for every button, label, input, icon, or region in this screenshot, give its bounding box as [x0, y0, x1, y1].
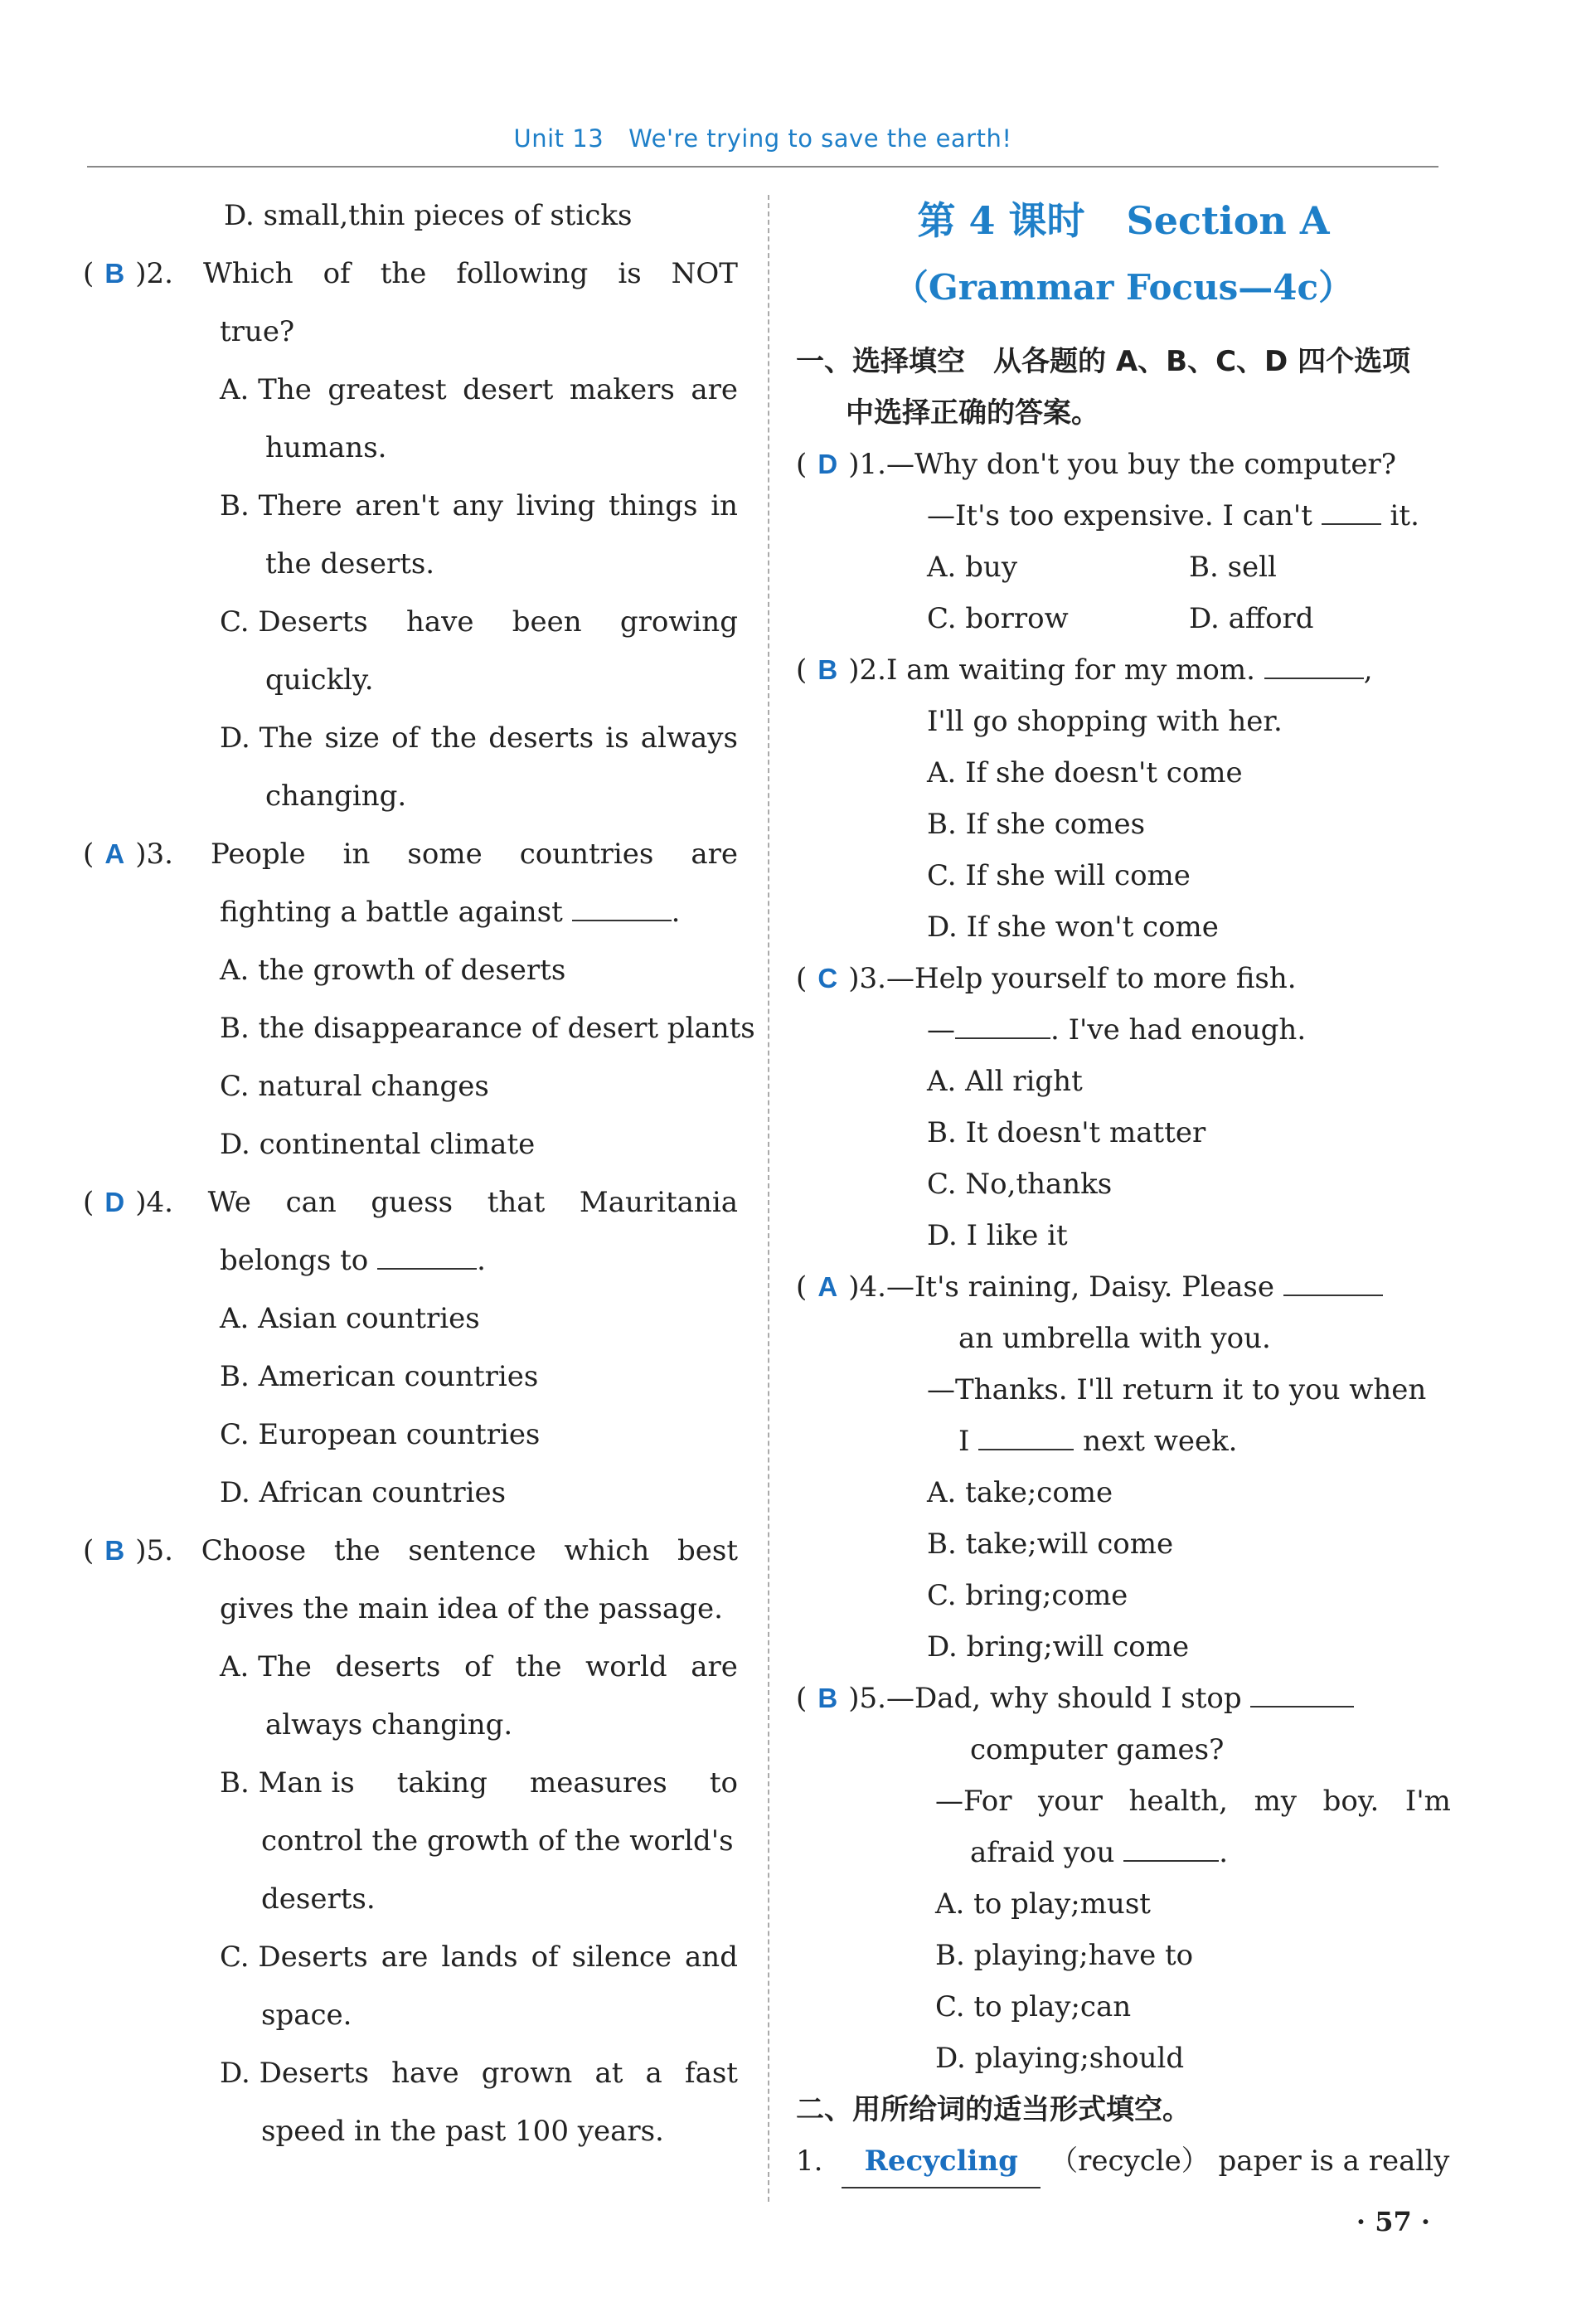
option-line: C. No,thanks — [927, 1168, 1113, 1201]
option-line-cont: space. — [261, 1999, 352, 2032]
fill-question-1: 1. Recycling （recycle） paper is a really — [796, 2135, 1451, 2187]
option-line: D. playing;should — [935, 2042, 1185, 2075]
right-column — [796, 187, 1451, 2187]
option-line: C. If she will come — [927, 859, 1191, 892]
option-line: A. Asian countries — [220, 1302, 480, 1335]
option-line: B. take;will come — [927, 1528, 1174, 1561]
answer-mark: A — [817, 1271, 838, 1302]
option-line: A. take;come — [927, 1476, 1113, 1509]
answer-mark: B — [104, 1535, 125, 1566]
question-2-stem: ( B )2. Which of the following is NOT — [83, 245, 738, 303]
r-question-4-line3: —Thanks. I'll return it to you when — [927, 1373, 1427, 1406]
section-1-heading: 一、选择填空 从各题的 A、B、C、D 四个选项 — [796, 345, 1411, 378]
option-line: C. natural changes — [220, 1070, 489, 1103]
page-number: · 57 · — [1356, 2206, 1430, 2237]
option-line: A. the growth of deserts — [220, 954, 566, 987]
answer-mark: B — [817, 654, 838, 685]
running-header — [87, 124, 1438, 153]
option-line: B. It doesn't matter — [927, 1116, 1206, 1149]
header-rule — [87, 166, 1438, 168]
option-line: D. African countries — [220, 1476, 507, 1509]
option-line-cont: the deserts. — [265, 547, 435, 580]
option-line: D. continental climate — [220, 1128, 536, 1161]
option-line: B. Man is taking measures to — [220, 1766, 738, 1800]
option-line: C. Deserts are lands of silence and — [220, 1941, 738, 1974]
option-line: C. Deserts have been growing — [220, 605, 738, 639]
option-line: D. bring;will come — [927, 1630, 1190, 1664]
r-question-1-line2: —It's too expensive. I can't it. — [927, 499, 1419, 532]
answer-mark: C — [817, 963, 838, 993]
option-line: A. If she doesn't come — [927, 756, 1243, 789]
lesson-subtitle: （Grammar Focus—4c） — [893, 267, 1354, 308]
r-question-5: ( B )5.—Dad, why should I stop — [796, 1673, 1451, 1724]
option-line: C. European countries — [220, 1418, 541, 1451]
option-line-cont: quickly. — [265, 663, 374, 697]
answer-mark: B — [104, 258, 125, 289]
option-line: B. There aren't any living things in — [220, 489, 738, 522]
option-line: D. I like it — [927, 1219, 1068, 1252]
option-line-cont: changing. — [265, 780, 407, 813]
option-line-cont: control the growth of the world's — [261, 1824, 734, 1858]
option-line-cont: always changing. — [265, 1708, 513, 1742]
option-line: D. small,thin pieces of sticks — [224, 199, 633, 232]
option-line-cont: humans. — [265, 431, 387, 464]
question-5-stem: ( B )5. Choose the sentence which best — [83, 1522, 738, 1580]
question-5-stem-cont: gives the main idea of the passage. — [220, 1592, 723, 1625]
answer-mark: A — [104, 838, 125, 869]
unit-label: Unit 13 — [513, 124, 604, 153]
column-divider — [768, 195, 769, 2202]
lesson-title: 第 4 课时 Section A — [917, 198, 1330, 243]
answer-mark: B — [817, 1683, 838, 1713]
option-line: D. The size of the deserts is always — [220, 721, 738, 755]
r-question-5-line3: —For your health, my boy. I'm — [935, 1785, 1451, 1818]
option-line: C. to play;can — [935, 1990, 1132, 2023]
r-question-3: ( C )3.—Help yourself to more fish. — [796, 953, 1451, 1004]
option-line-cont: speed in the past 100 years. — [261, 2115, 664, 2148]
option-line: B. If she comes — [927, 808, 1146, 841]
question-2-stem-cont: true? — [220, 315, 295, 348]
r-question-4: ( A )4.—It's raining, Daisy. Please — [796, 1261, 1451, 1313]
r-question-1: ( D )1.—Why don't you buy the computer? — [796, 439, 1451, 490]
option-line: A. to play;must — [935, 1887, 1151, 1921]
option-line: D. If she won't come — [927, 911, 1219, 944]
r-question-2-line2: I'll go shopping with her. — [927, 705, 1283, 738]
option-row: C. borrow D. afford — [927, 602, 1314, 635]
question-3-stem: ( A )3. People in some countries are — [83, 825, 738, 883]
answer-blank — [572, 895, 672, 921]
option-line: D. Deserts have grown at a fast — [220, 2057, 738, 2090]
question-4-stem: ( D )4. We can guess that Mauritania — [83, 1173, 738, 1231]
option-line: A. All right — [927, 1065, 1083, 1098]
r-question-5-line2: computer games? — [970, 1733, 1225, 1766]
answer-mark: D — [817, 449, 838, 479]
option-line: B. American countries — [220, 1360, 539, 1393]
fill-answer: Recycling — [842, 2135, 1041, 2188]
r-question-4-line4: I next week. — [958, 1425, 1238, 1458]
option-line-cont: deserts. — [261, 1882, 376, 1916]
option-line: A. The greatest desert makers are — [220, 373, 738, 406]
option-line: B. the disappearance of desert plants — [220, 1012, 755, 1045]
question-3-stem-cont: fighting a battle against . — [220, 896, 681, 929]
answer-mark: D — [104, 1187, 125, 1217]
answer-blank — [377, 1243, 477, 1270]
unit-title: We're trying to save the earth! — [628, 124, 1012, 153]
r-question-4-line2: an umbrella with you. — [958, 1322, 1271, 1355]
r-question-2: ( B )2.I am waiting for my mom. , — [796, 644, 1451, 696]
option-line: B. playing;have to — [935, 1939, 1194, 1972]
option-line: C. bring;come — [927, 1579, 1128, 1612]
section-2-heading: 二、用所给词的适当形式填空。 — [796, 2093, 1191, 2126]
r-question-5-line4: afraid you . — [970, 1836, 1229, 1869]
question-4-stem-cont: belongs to . — [220, 1244, 486, 1277]
r-question-3-line2: — . I've had enough. — [927, 1013, 1307, 1047]
section-1-heading-cont: 中选择正确的答案。 — [846, 396, 1099, 430]
option-row: A. buy B. sell — [927, 551, 1277, 584]
left-column — [83, 187, 755, 2160]
option-line: A. The deserts of the world are — [220, 1650, 738, 1683]
